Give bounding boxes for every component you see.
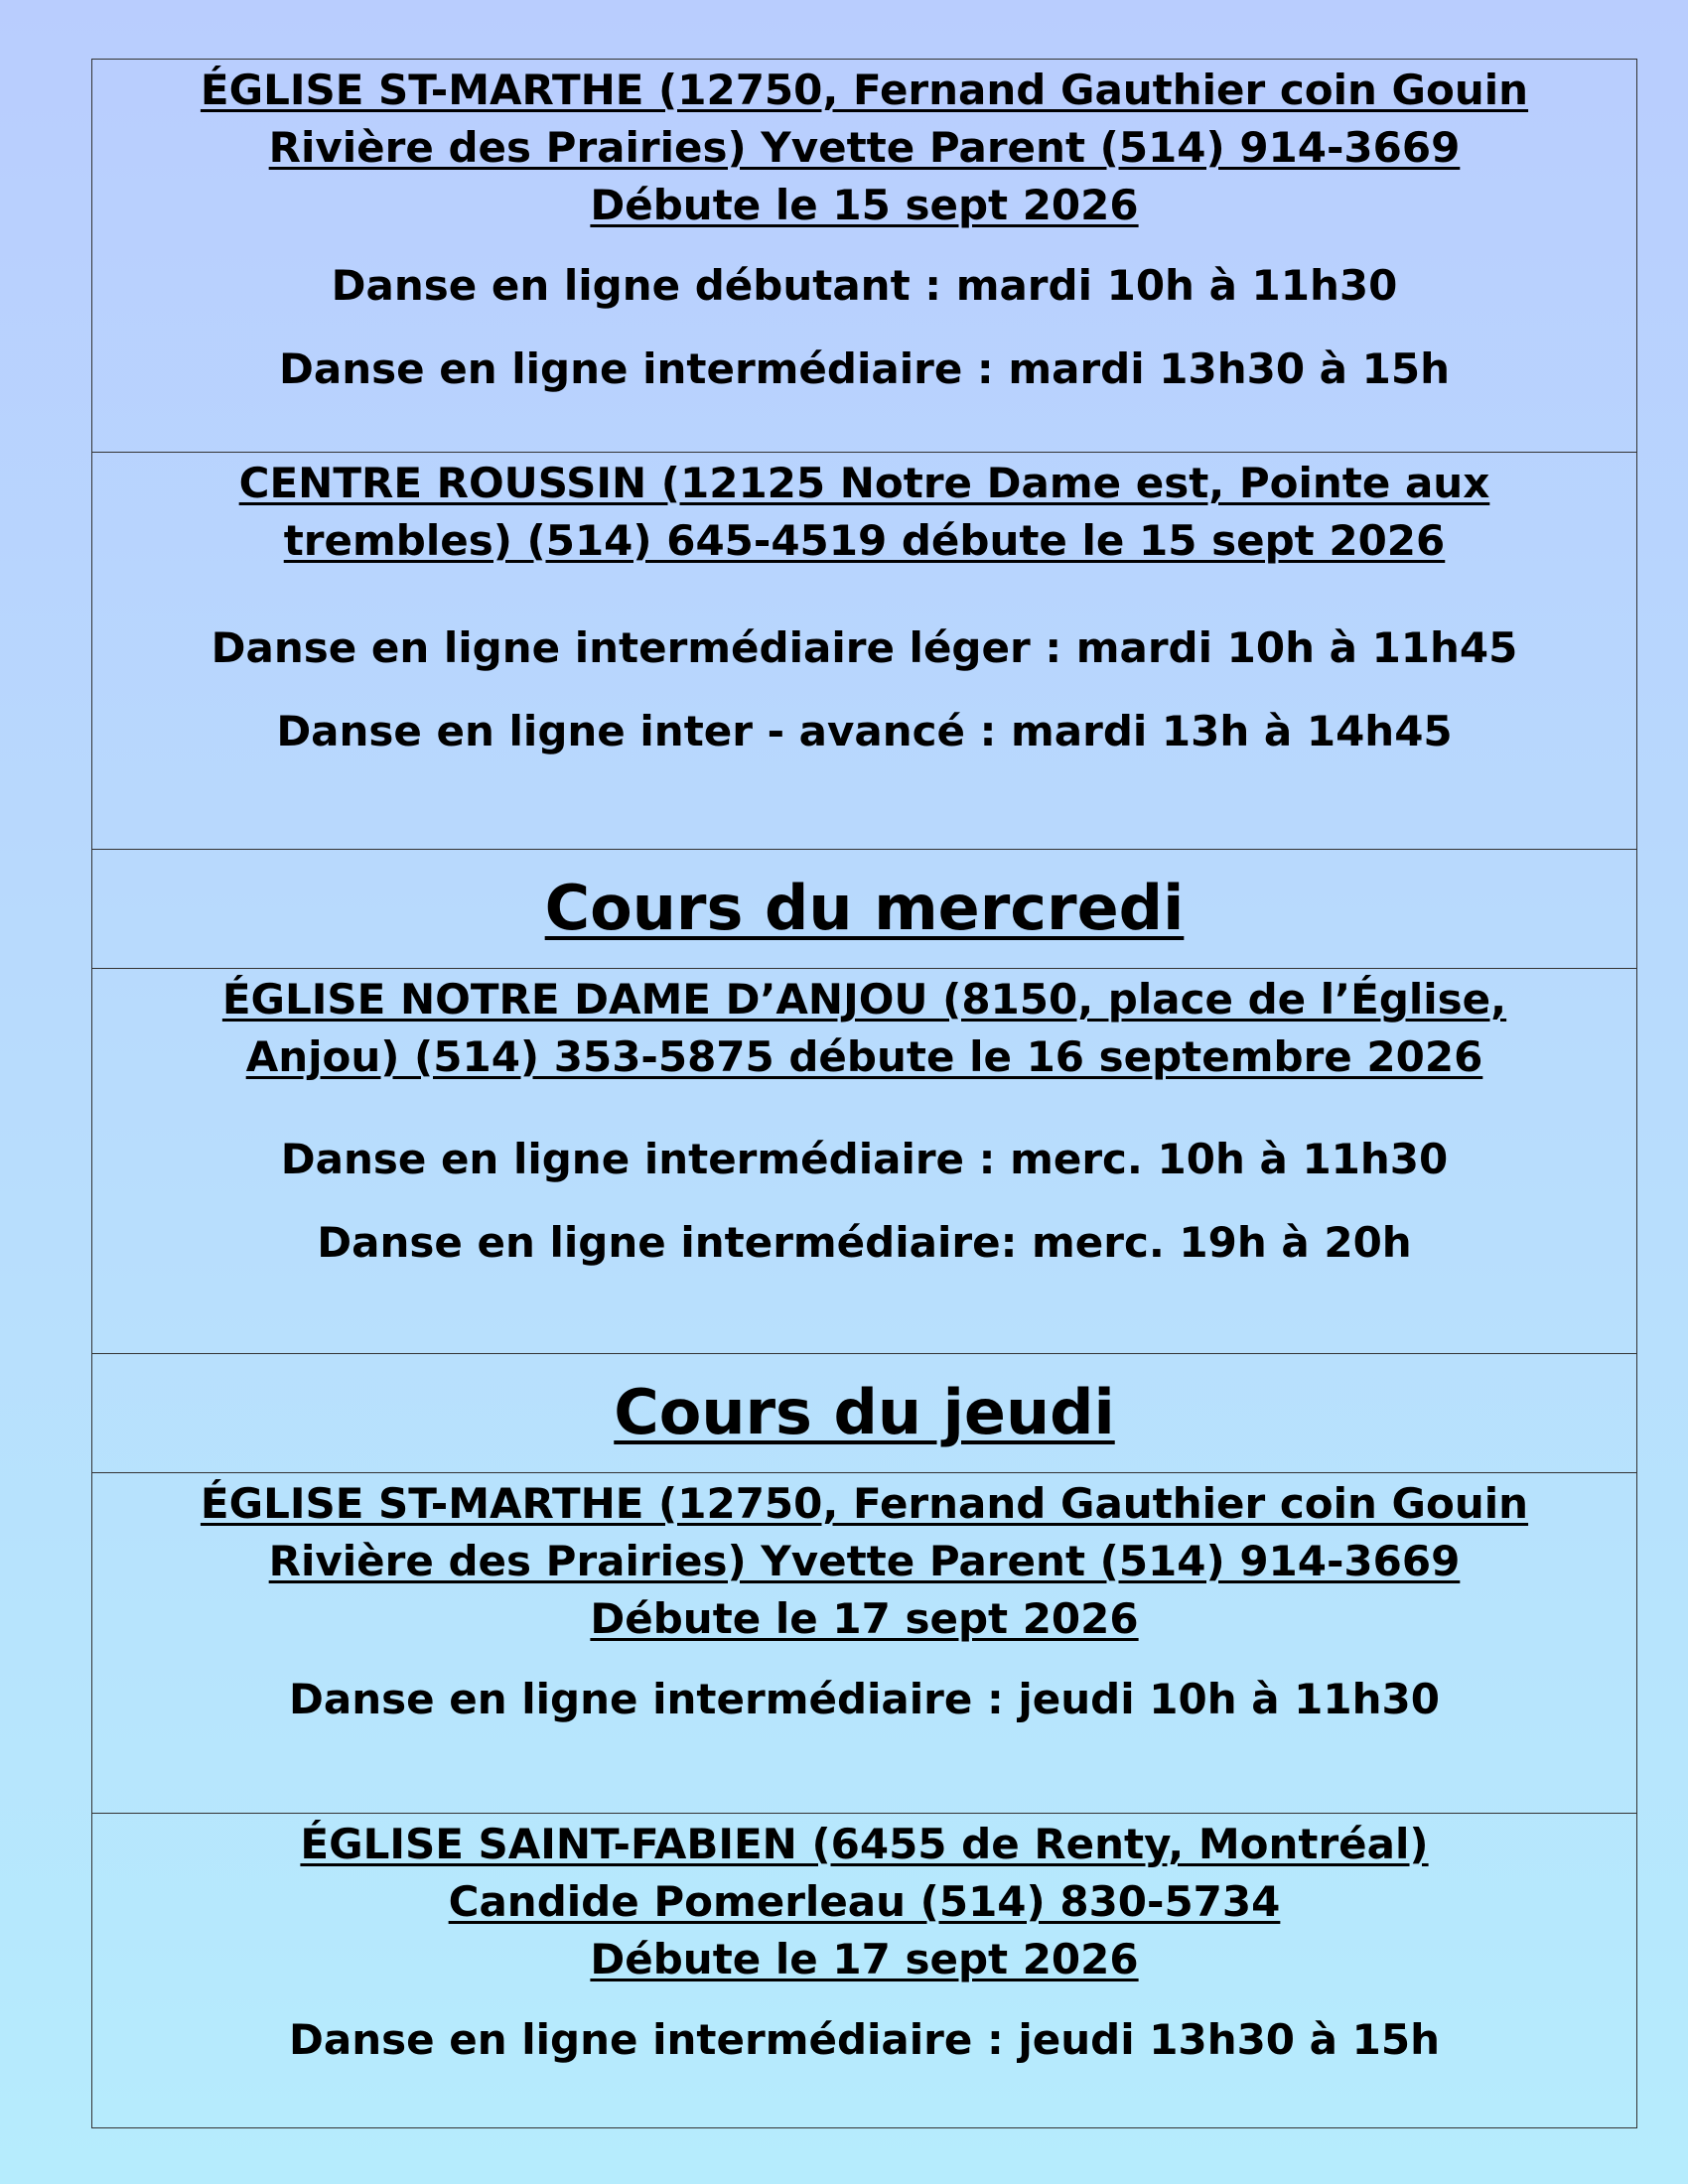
venue-header bbox=[92, 1475, 1636, 1648]
venue-line: ÉGLISE SAINT-FABIEN (6455 de Renty, Montréal) bbox=[300, 1820, 1429, 1868]
venue-header bbox=[92, 62, 1636, 234]
venue-line: CENTRE ROUSSIN (12125 Notre Dame est, Pointe aux bbox=[238, 459, 1490, 507]
course-line: Danse en ligne intermédiaire: merc. 19h à 20h bbox=[317, 1218, 1412, 1267]
course-line: Danse en ligne intermédiaire léger : mardi 10h à 11h45 bbox=[211, 623, 1518, 672]
schedule-row-notre-dame-anjou bbox=[92, 968, 1636, 1353]
venue-line: Rivière des Prairies) Yvette Parent (514) 914-3669 bbox=[268, 1537, 1461, 1585]
venue-line: Anjou) (514) 353-5875 débute le 16 septembre 2026 bbox=[245, 1032, 1483, 1081]
venue-line: Débute le 15 sept 2026 bbox=[590, 181, 1139, 229]
course-line: Danse en ligne intermédiaire : jeudi 10h à 11h30 bbox=[289, 1675, 1440, 1723]
schedule-row-saint-fabien bbox=[92, 1813, 1636, 2127]
venue-header bbox=[92, 1816, 1636, 1988]
course-line: Danse en ligne intermédiaire : merc. 10h à 11h30 bbox=[280, 1135, 1449, 1183]
course-line: Danse en ligne inter - avancé : mardi 13h à 14h45 bbox=[276, 707, 1453, 755]
course-line: Danse en ligne intermédiaire : jeudi 13h30 à 15h bbox=[289, 2015, 1440, 2064]
venue-line: trembles) (514) 645-4519 débute le 15 sept 2026 bbox=[283, 516, 1446, 565]
venue-line: Débute le 17 sept 2026 bbox=[590, 1594, 1139, 1643]
section-heading-row bbox=[92, 1353, 1636, 1472]
venue-header bbox=[92, 971, 1636, 1086]
venue-line: ÉGLISE ST-MARTHE (12750, Fernand Gauthier coin Gouin bbox=[200, 66, 1529, 114]
venue-line: ÉGLISE NOTRE DAME D’ANJOU (8150, place de l’Église, bbox=[221, 975, 1507, 1024]
section-heading: Cours du jeudi bbox=[614, 1376, 1115, 1448]
course-line: Danse en ligne intermédiaire : mardi 13h30 à 15h bbox=[279, 344, 1450, 393]
schedule-row-centre-roussin bbox=[92, 452, 1636, 849]
schedule-table bbox=[91, 59, 1637, 2128]
section-heading: Cours du mercredi bbox=[544, 872, 1185, 944]
schedule-row-st-marthe-thursday bbox=[92, 1472, 1636, 1813]
course-line: Danse en ligne débutant : mardi 10h à 11h30 bbox=[331, 261, 1398, 310]
venue-header bbox=[92, 455, 1636, 570]
section-heading-row bbox=[92, 849, 1636, 968]
venue-line: Débute le 17 sept 2026 bbox=[590, 1935, 1139, 1983]
schedule-row-st-marthe-tuesday bbox=[92, 60, 1636, 452]
venue-line: ÉGLISE ST-MARTHE (12750, Fernand Gauthier coin Gouin bbox=[200, 1479, 1529, 1528]
venue-line: Rivière des Prairies) Yvette Parent (514) 914-3669 bbox=[268, 123, 1461, 172]
venue-line: Candide Pomerleau (514) 830-5734 bbox=[448, 1877, 1281, 1926]
